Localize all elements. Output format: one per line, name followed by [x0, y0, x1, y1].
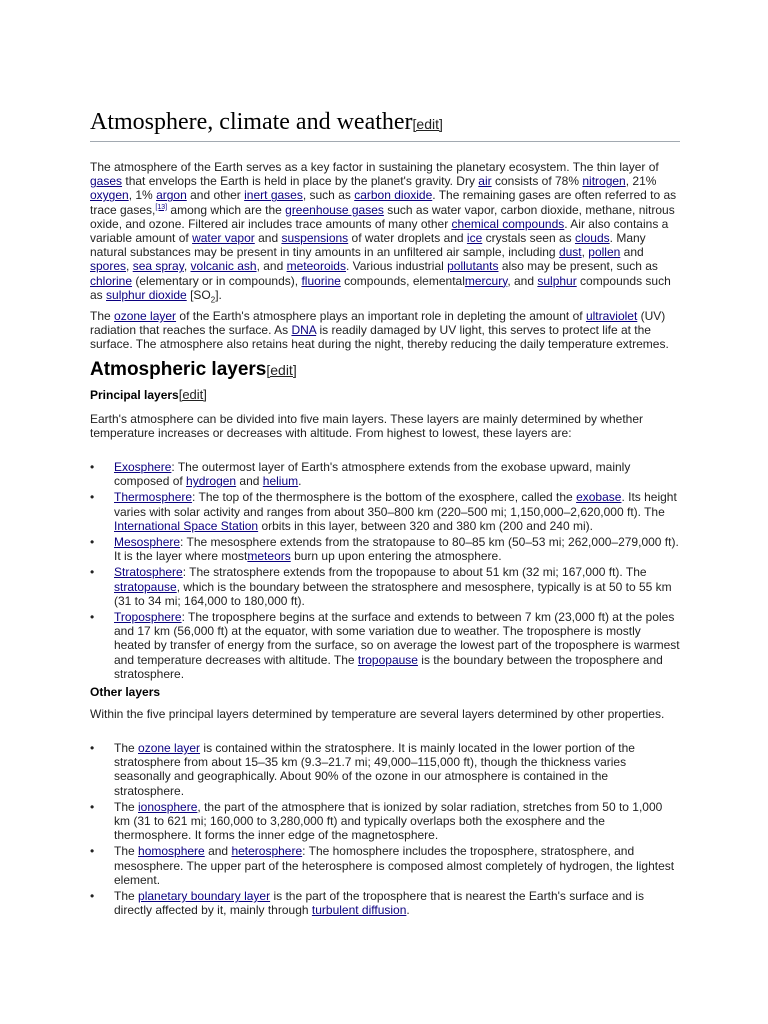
- subheading-principal-layers: [90, 387, 207, 403]
- link-sea-spray[interactable]: sea spray: [132, 259, 184, 274]
- text: . Air also contains a variable amount of: [90, 216, 669, 246]
- link-fluorine[interactable]: fluorine: [301, 273, 341, 288]
- link-heterosphere[interactable]: heterosphere: [231, 844, 303, 859]
- text: (elementary or in compounds),: [132, 273, 302, 288]
- link-meteors[interactable]: meteors: [247, 549, 291, 564]
- link-pollen[interactable]: pollen: [588, 245, 621, 260]
- link-stratosphere[interactable]: Stratosphere: [114, 565, 183, 580]
- section-heading-atmospheric-layers: [90, 358, 297, 382]
- intro-paragraph: [90, 160, 680, 305]
- text: , which is the boundary between the stratosphere and mesosphere, typically is at 50 to 55 km (31 to 34 mi; 164,000 to 180,000 ft).: [114, 579, 672, 608]
- link-exosphere[interactable]: Exosphere: [114, 460, 172, 474]
- list-item-planetary-boundary-layer: [90, 889, 680, 917]
- heading-title: Atmosphere, climate and weather: [90, 109, 413, 135]
- link-argon[interactable]: argon: [156, 188, 187, 203]
- text: The atmosphere of the Earth serves as a key factor in sustaining the planetary ecosystem. The thin layer of: [90, 160, 659, 174]
- text: : The troposphere begins at the surface and extends to between 7 km (23,000 ft) at the poles and 17 km (56,000 ft) at the equator, with some variation due to weather. The troposphere is mostly heated by transfer of energy from the surface, so on average the lowest part of the troposphere is warmest and temperature decreases with altitude. The: [114, 610, 680, 667]
- link-mercury[interactable]: mercury: [464, 273, 508, 288]
- link-helium[interactable]: helium: [262, 474, 299, 489]
- text: : The outermost layer of Earth's atmosphere extends from the exobase upward, mainly composed of: [114, 460, 631, 489]
- link-turbulent-diffusion[interactable]: turbulent diffusion: [311, 903, 407, 918]
- other-layers-list: [90, 741, 680, 919]
- link-pollutants[interactable]: pollutants: [447, 259, 499, 274]
- link-planetary-boundary-layer[interactable]: planetary boundary layer: [138, 889, 271, 904]
- heading-title: Principal layers: [90, 388, 179, 402]
- link-dna[interactable]: DNA: [291, 323, 317, 338]
- edit-link[interactable]: [edit]: [266, 362, 297, 378]
- text: and other: [186, 188, 245, 203]
- text: The: [114, 741, 139, 755]
- text: burn up upon entering the atmosphere.: [290, 549, 502, 564]
- text: is contained within the stratosphere. It is mainly located in the lower portion of the stratosphere from about 15–35 km (9.3–21.7 mi; 49,000–115,000 ft), though the thickness varies seasonally and geographically. About 90% of the ozone in our atmosphere is contained in the stratosphere.: [114, 741, 635, 798]
- text: ,: [581, 245, 589, 260]
- link-inert-gases[interactable]: inert gases: [244, 188, 303, 203]
- link-chemical-compounds[interactable]: chemical compounds: [451, 216, 565, 231]
- link-meteoroids[interactable]: meteoroids: [286, 259, 346, 274]
- text: , and: [507, 273, 538, 288]
- heading-title: Atmospheric layers: [90, 359, 267, 380]
- text: is the part of the troposphere that is nearest the Earth's surface and is directly affected by it, mainly through: [114, 889, 644, 918]
- text: among which are the: [167, 202, 286, 217]
- link-volcanic-ash[interactable]: volcanic ash: [190, 259, 257, 274]
- text: (UV) radiation that reaches the surface. As: [90, 309, 666, 338]
- link-exobase[interactable]: exobase: [576, 490, 622, 505]
- heading-title: Other layers: [90, 685, 161, 699]
- text: , and: [256, 259, 287, 274]
- link-chlorine[interactable]: chlorine: [90, 273, 133, 288]
- text: of water droplets and: [348, 231, 467, 246]
- text: compounds such as: [90, 273, 671, 302]
- text: The: [114, 799, 139, 814]
- subscript: 2: [210, 295, 216, 305]
- link-troposphere[interactable]: Troposphere: [114, 610, 182, 625]
- text: The: [114, 889, 139, 904]
- text: such as water vapor, carbon dioxide, methane, nitrous oxide, and ozone. Filtered air includes trace amounts of many other: [90, 202, 675, 231]
- text: . Its height varies with solar activity and ranges from about 350–800 km (220–500 mi; 1,150,000–2,620,000 ft). The: [114, 490, 677, 519]
- list-item-troposphere: [90, 610, 680, 681]
- text: that envelops the Earth is held in place by the planet's gravity. Dry: [122, 174, 479, 189]
- text: and: [254, 231, 282, 246]
- link-greenhouse-gases[interactable]: greenhouse gases: [285, 202, 384, 217]
- text: , the part of the atmosphere that is ionized by solar radiation, stretches from 50 to 1,000 km (31 to 621 mi; 160,000 to 3,280,000 ft) and typically overlaps both the exosphere and the thermosphere. It forms the inner edge of the magnetosphere.: [114, 799, 663, 843]
- link-ozone-layer[interactable]: ozone layer: [114, 309, 177, 323]
- edit-link[interactable]: [edit]: [178, 387, 207, 402]
- list-item-homosphere-heterosphere: [90, 844, 680, 887]
- link-ice[interactable]: ice: [466, 231, 483, 246]
- link-air[interactable]: air: [478, 174, 492, 189]
- list-item-thermosphere: [90, 490, 680, 533]
- text: . Many natural substances may be present in tiny amounts in an unfiltered air sample, including: [90, 231, 646, 260]
- list-item-ozone-layer: [90, 741, 680, 798]
- text: : The mesosphere extends from the stratopause to 80–85 km (50–53 mi; 262,000–279,000 ft). It is the layer where most: [114, 535, 679, 564]
- text: and: [620, 245, 644, 260]
- text: and: [204, 844, 232, 859]
- list-item-stratosphere: [90, 565, 680, 608]
- link-tropopause[interactable]: tropopause: [357, 652, 418, 667]
- list-item-exosphere: [90, 460, 680, 488]
- link-ionosphere[interactable]: ionosphere: [138, 799, 198, 814]
- other-intro-paragraph: Within the five principal layers determined by temperature are several layers determined by other properties.: [90, 707, 665, 721]
- text: is the boundary between the troposphere and stratosphere.: [114, 652, 663, 681]
- link-ozone-layer[interactable]: ozone layer: [138, 741, 201, 755]
- section-heading-atmosphere-climate-weather: [90, 107, 680, 142]
- link-nitrogen[interactable]: nitrogen: [582, 174, 626, 189]
- text: : The stratosphere extends from the tropopause to about 51 km (32 mi; 167,000 ft). The: [182, 565, 647, 580]
- link-water-vapor[interactable]: water vapor: [192, 231, 255, 246]
- text: ,: [126, 259, 133, 274]
- text: , 1%: [128, 188, 157, 203]
- text: The: [114, 844, 139, 859]
- text: also may be present, such as: [498, 259, 658, 274]
- principal-layers-list: [90, 460, 680, 683]
- text: crystals seen as: [482, 231, 575, 246]
- text: , 21%: [625, 174, 657, 189]
- text: : The homosphere includes the troposphere, stratosphere, and mesosphere. The upper part of the heterosphere is composed almost completely of hydrogen, the lightest element.: [114, 844, 675, 887]
- text: .: [406, 903, 410, 918]
- text: compounds, elemental: [340, 273, 465, 288]
- link-dust[interactable]: dust: [558, 245, 582, 260]
- text: and: [236, 474, 263, 489]
- text: .: [298, 474, 302, 489]
- link-sulphur-dioxide[interactable]: sulphur dioxide: [106, 287, 187, 302]
- text: ,: [183, 259, 191, 274]
- text: , such as: [302, 188, 355, 203]
- link-sulphur[interactable]: sulphur: [537, 273, 577, 288]
- citation-link[interactable]: [13]: [155, 203, 168, 211]
- link-hydrogen[interactable]: hydrogen: [186, 474, 237, 489]
- text: [SO: [186, 287, 211, 302]
- text: : The top of the thermosphere is the bottom of the exosphere, called the: [192, 490, 577, 505]
- ozone-paragraph: [90, 309, 680, 352]
- link-stratopause[interactable]: stratopause: [114, 579, 177, 594]
- link-suspensions[interactable]: suspensions: [281, 231, 349, 246]
- text: orbits in this layer, between 320 and 380 km (200 and 240 mi).: [258, 518, 593, 533]
- link-spores[interactable]: spores: [90, 259, 127, 274]
- list-item-ionosphere: [90, 800, 680, 843]
- principal-intro-paragraph: Earth's atmosphere can be divided into five main layers. These layers are mainly determined by whether temperature increases or decreases with altitude. From highest to lowest, these layers are:: [90, 412, 644, 441]
- link-mesosphere[interactable]: Mesosphere: [114, 535, 181, 550]
- text: The: [90, 309, 115, 323]
- text: is readily damaged by UV light, this serves to protect life at the surface. The atmosphere also retains heat during the night, thereby reducing the daily temperature extremes.: [90, 323, 669, 352]
- link-carbon-dioxide[interactable]: carbon dioxide: [354, 188, 433, 203]
- subheading-other-layers: [90, 684, 160, 700]
- text: . Various industrial: [345, 259, 448, 274]
- link-thermosphere[interactable]: Thermosphere: [114, 490, 193, 505]
- edit-link[interactable]: [edit]: [412, 116, 443, 132]
- text: of the Earth's atmosphere plays an important role in depleting the amount of: [176, 309, 586, 323]
- link-ultraviolet[interactable]: ultraviolet: [585, 309, 638, 323]
- link-homosphere[interactable]: homosphere: [138, 844, 205, 859]
- link-gases[interactable]: gases: [90, 174, 123, 189]
- link-clouds[interactable]: clouds: [574, 231, 610, 246]
- link-international-space-station[interactable]: International Space Station: [114, 518, 259, 533]
- text: ].: [215, 287, 222, 302]
- text: . The remaining gases are often referred to as trace gases,: [90, 188, 677, 217]
- text: consists of 78%: [491, 174, 583, 189]
- link-oxygen[interactable]: oxygen: [90, 188, 129, 203]
- list-item-mesosphere: [90, 535, 680, 563]
